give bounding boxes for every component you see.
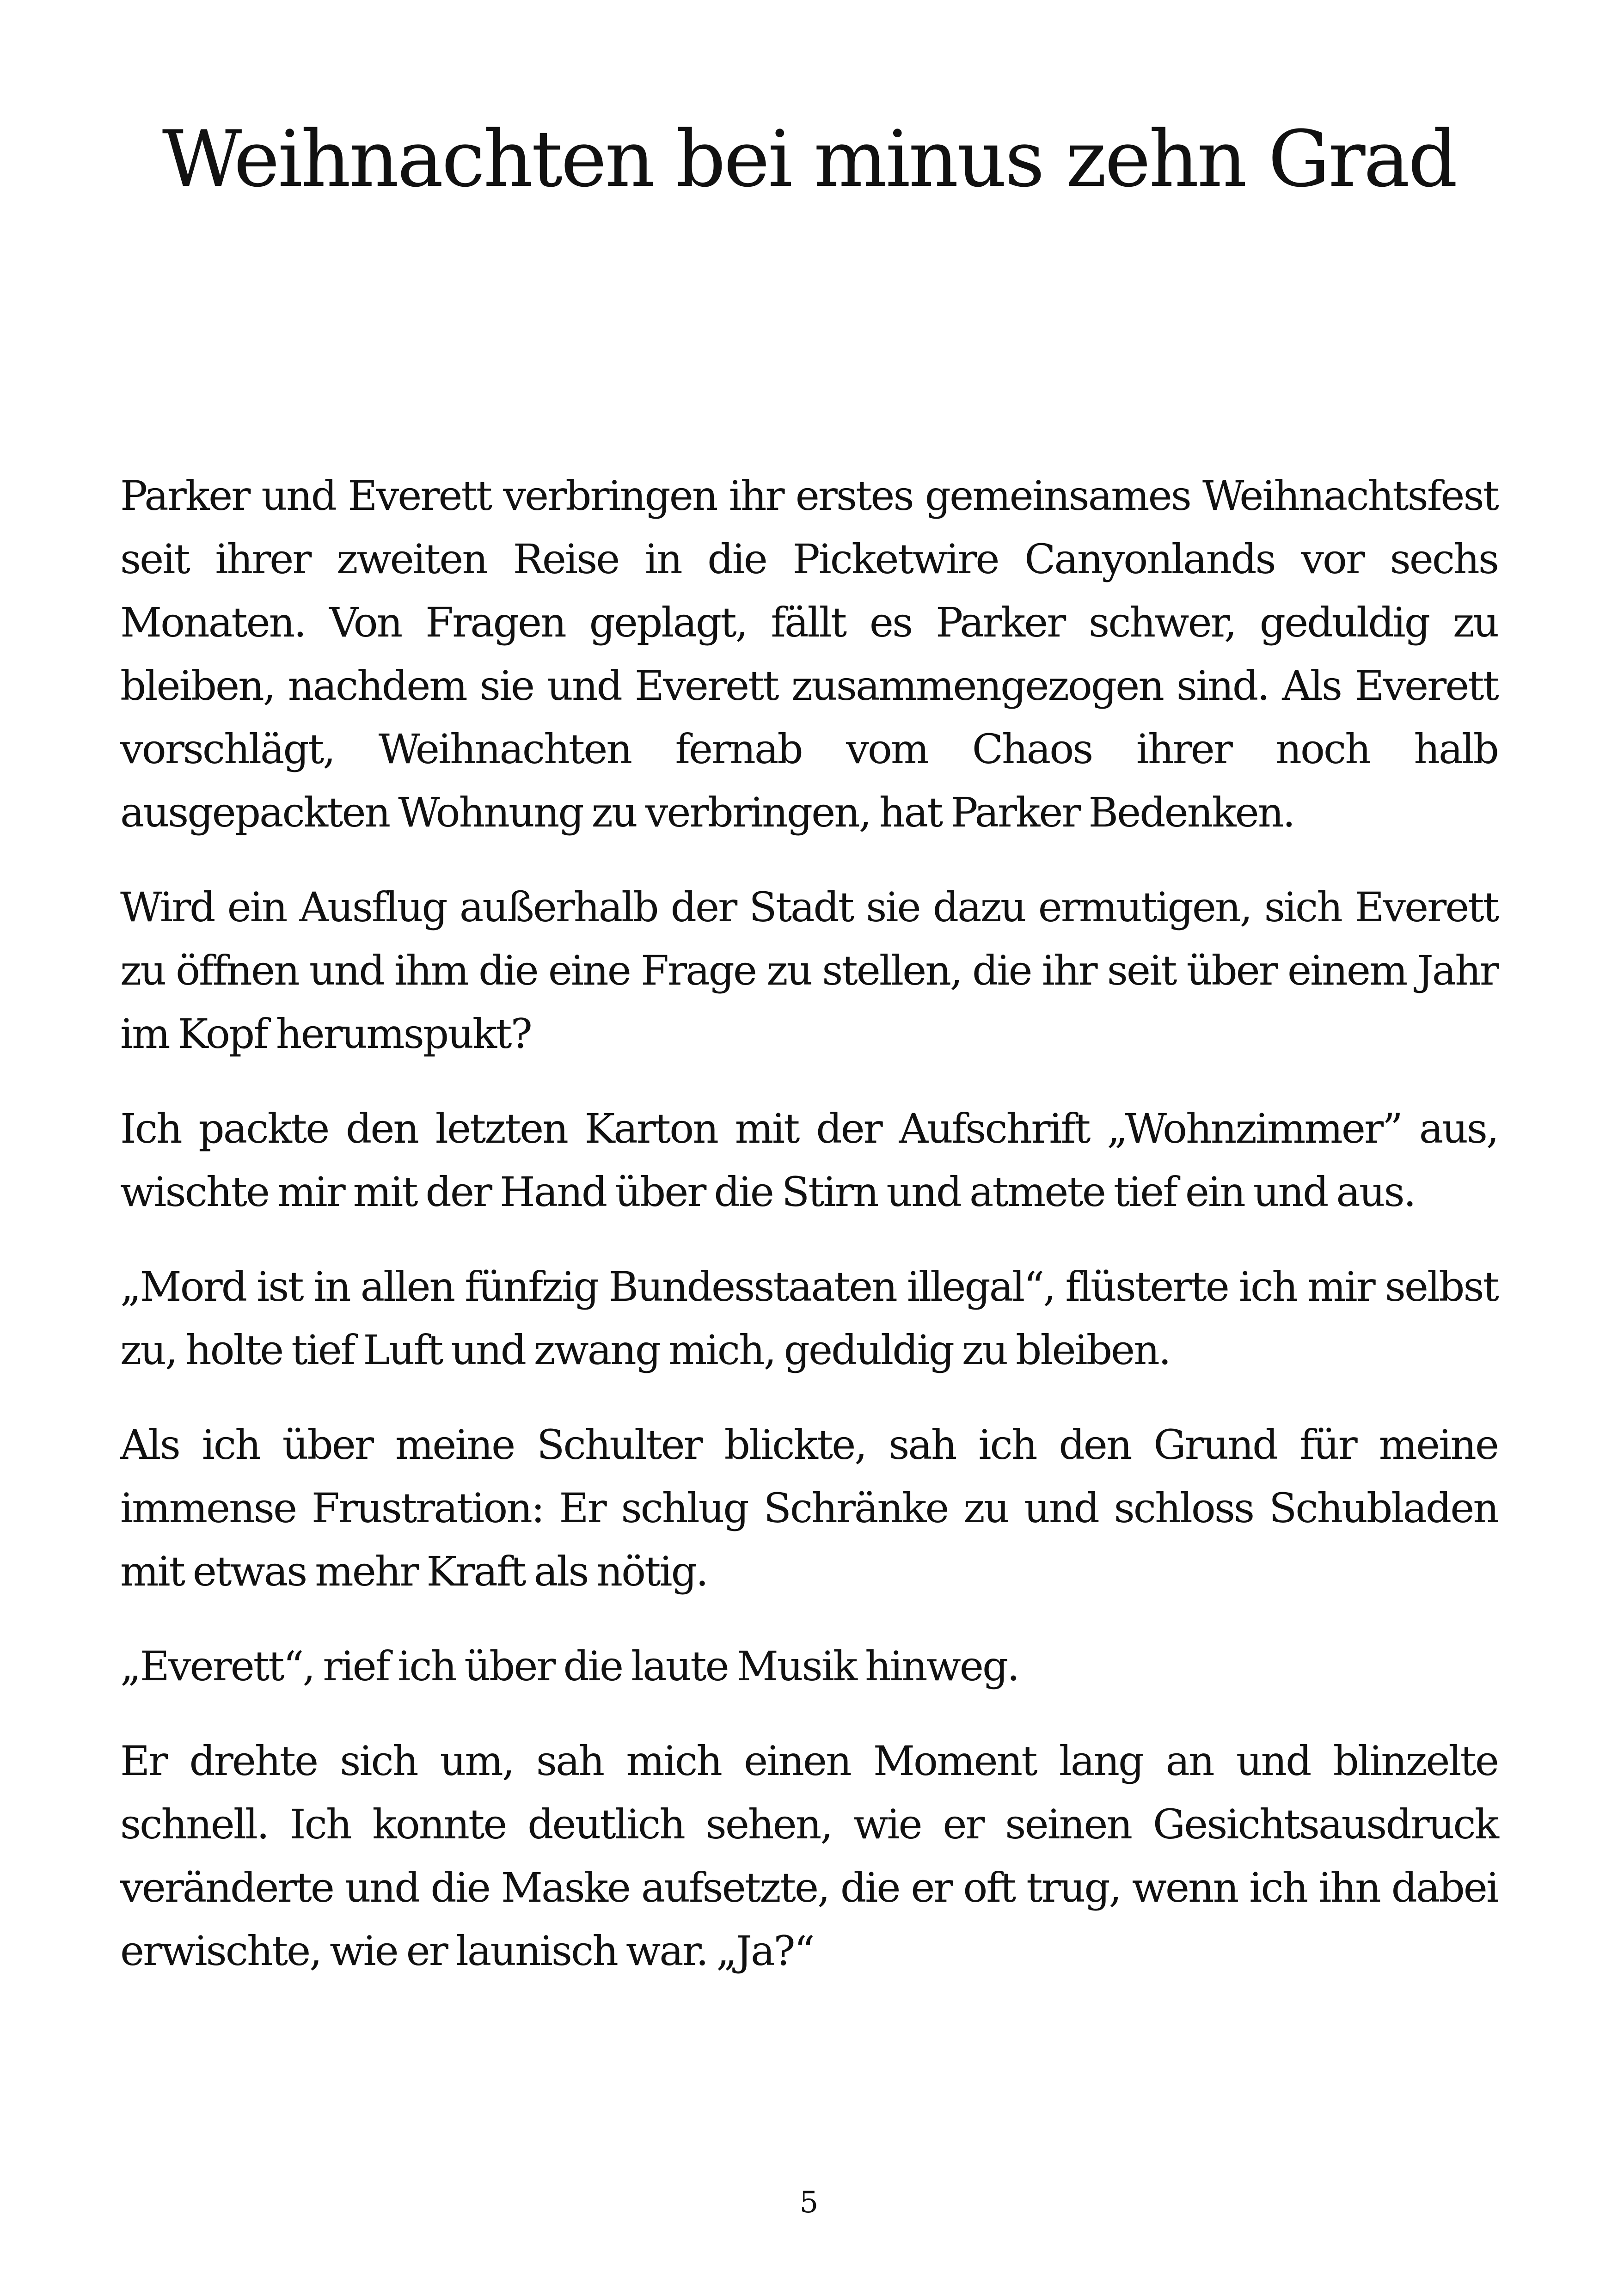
page-body bbox=[120, 464, 1498, 1983]
paragraph-whisper: „Mord ist in allen fünfzig Bundesstaaten illegal“, flüsterte ich mir selbst zu, holte tief Luft und zwang mich, geduldig zu bleiben. bbox=[120, 1263, 1498, 1374]
page-number: 5 bbox=[799, 2186, 819, 2220]
chapter-title: Weihnachten bei minus zehn Grad bbox=[162, 114, 1456, 204]
paragraph-unpacking: Ich packte den letzten Karton mit der Aufschrift „Wohnzimmer” aus, wischte mir mit der Hand über die Stirn und atmete tief ein und aus. bbox=[120, 1105, 1498, 1216]
paragraph-synopsis: Parker und Everett verbringen ihr erstes gemeinsames Weihnachtsfest seit ihrer zweiten Reise in die Picketwire Canyonlands vor sechs Monaten. Von Fragen geplagt, fällt es Parker schwer, geduldig zu bleiben, nachdem sie und Everett zusammengezogen sind. Als Everett vorschlägt, Weihnachten fernab vom Chaos ihrer noch halb ausgepackten Wohnung zu verbringen, hat Parker Bedenken. bbox=[120, 472, 1498, 836]
paragraph-call: „Everett“, rief ich über die laute Musik hinweg. bbox=[120, 1642, 1019, 1690]
paragraph-frustration: Als ich über meine Schulter blickte, sah ich den Grund für meine immense Frustration: Er schlug Schränke zu und schloss Schubladen mit etwas mehr Kraft als nötig. bbox=[120, 1421, 1498, 1595]
paragraph-question: Wird ein Ausflug außerhalb der Stadt sie dazu ermutigen, sich Everett zu öffnen und ihm die eine Frage zu stellen, die ihr seit über einem Jahr im Kopf herumspukt? bbox=[120, 883, 1498, 1058]
paragraph-reply: Er drehte sich um, sah mich einen Moment lang an und blinzelte schnell. Ich konnte deutlich sehen, wie er seinen Gesichtsausdruck veränderte und die Maske aufsetzte, die er oft trug, wenn ich ihn dabei erwischte, wie er launisch war. „Ja?“ bbox=[120, 1737, 1498, 1975]
